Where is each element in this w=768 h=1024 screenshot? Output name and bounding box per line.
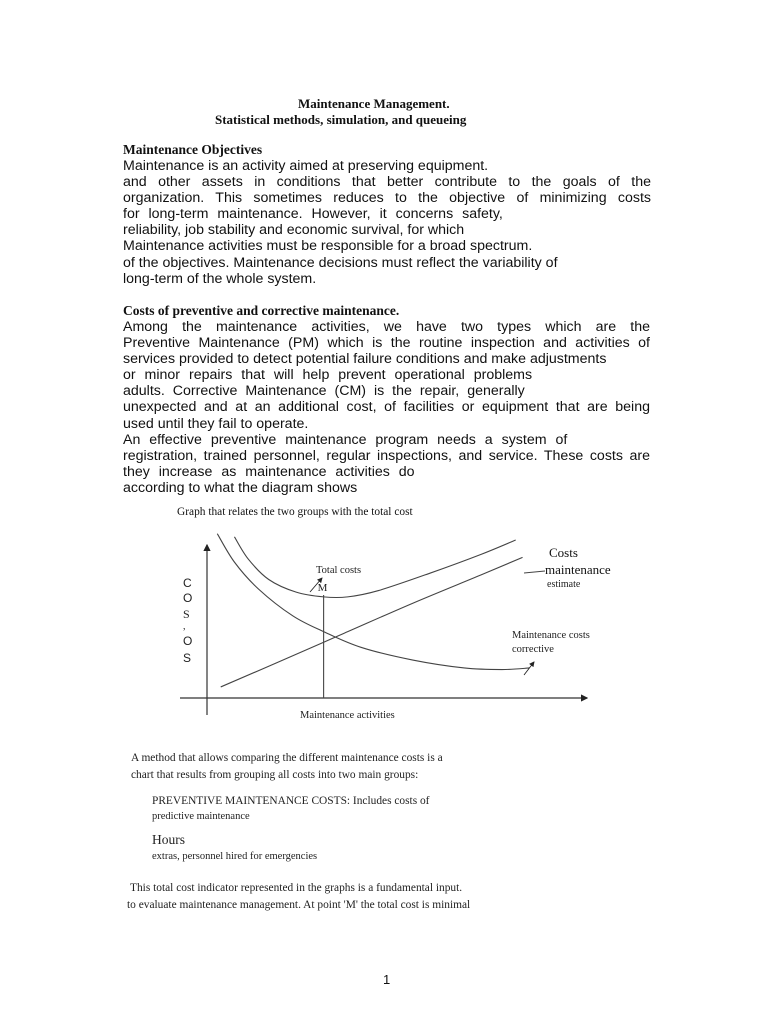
- text-line: they increase as maintenance activities do: [123, 463, 415, 480]
- y-axis-label-letter: C: [183, 576, 192, 590]
- y-axis-label-letter: O: [183, 634, 193, 648]
- text-line: Among the maintenance activities, we have two types which are the: [123, 319, 650, 335]
- y-axis-label-letter: ,: [183, 621, 186, 632]
- y-axis-label-letter: O: [183, 591, 193, 605]
- text-line: long-term of the whole system.: [123, 270, 317, 287]
- text-line: and other assets in conditions that better contribute to the goals of the: [123, 174, 651, 191]
- corrective-label-line: Maintenance costs: [512, 630, 590, 641]
- text-line: services provided to detect potential failure conditions and make adjustments: [123, 351, 607, 368]
- section-heading-costs: Costs of preventive and corrective maintenance.: [123, 303, 400, 318]
- text-line: Maintenance activities must be responsible for a broad spectrum.: [123, 238, 533, 255]
- page-number: 1: [383, 972, 391, 987]
- text-line: registration, trained personnel, regular inspections, and service. These costs are: [123, 447, 650, 464]
- text-line: adults. Corrective Maintenance (CM) is the repair, generally: [123, 383, 525, 400]
- text-line: or minor repairs that will help prevent operational problems: [123, 367, 533, 384]
- preventive-label-line: maintenance: [545, 562, 611, 577]
- predictive-maintenance-line: predictive maintenance: [152, 811, 250, 822]
- preventive-label-leader: [524, 571, 545, 573]
- conclusion-line-2: to evaluate maintenance management. At point 'M' the total cost is minimal: [127, 899, 471, 911]
- text-line: organization. This sometimes reduces to the objective of minimizing costs: [123, 190, 651, 207]
- text-line: unexpected and at an additional cost, of facilities or equipment that are being: [123, 399, 650, 416]
- text-line: for long-term maintenance. However, it concerns safety,: [123, 206, 503, 223]
- objectives-paragraph: [123, 158, 651, 287]
- conclusion-line-1: This total cost indicator represented in the graphs is a fundamental input.: [130, 882, 463, 894]
- minimum-point-label: M: [317, 582, 328, 594]
- text-line: An effective preventive maintenance program needs a system of: [123, 431, 568, 448]
- preventive-label-line: estimate: [547, 579, 581, 590]
- hours-detail-line: extras, personnel hired for emergencies: [152, 851, 318, 862]
- document-title: Maintenance Management.: [298, 96, 450, 111]
- section-heading-objectives: Maintenance Objectives: [123, 142, 263, 157]
- total-costs-label: Total costs: [316, 565, 362, 576]
- costs-paragraph: [123, 319, 650, 496]
- corrective-label-line: corrective: [512, 644, 554, 655]
- document-subtitle: Statistical methods, simulation, and queueing: [215, 112, 467, 127]
- method-line-2: chart that results from grouping all costs into two main groups:: [131, 769, 419, 781]
- y-axis-label-letter: S: [183, 651, 192, 665]
- text-line: Preventive Maintenance (PM) which is the routine inspection and activities of: [123, 335, 650, 352]
- method-line-1: A method that allows comparing the different maintenance costs is a: [131, 752, 443, 764]
- text-line: according to what the diagram shows: [123, 479, 358, 496]
- x-axis-label: Maintenance activities: [300, 710, 395, 721]
- total-costs-curve: [234, 537, 515, 598]
- y-axis-label-letter: S: [183, 607, 190, 621]
- preventive-label-line: Costs: [549, 545, 578, 560]
- text-line: used until they fail to operate.: [123, 415, 309, 432]
- text-line: reliability, job stability and economic survival, for which: [123, 222, 465, 239]
- text-line: Maintenance is an activity aimed at preserving equipment.: [123, 158, 489, 174]
- chart-title: Graph that relates the two groups with the total cost: [177, 506, 413, 518]
- preventive-costs-line: PREVENTIVE MAINTENANCE COSTS: Includes costs of: [152, 795, 430, 807]
- text-line: of the objectives. Maintenance decisions must reflect the variability of: [123, 254, 558, 271]
- hours-label: Hours: [152, 832, 185, 847]
- cost-chart: [150, 525, 620, 725]
